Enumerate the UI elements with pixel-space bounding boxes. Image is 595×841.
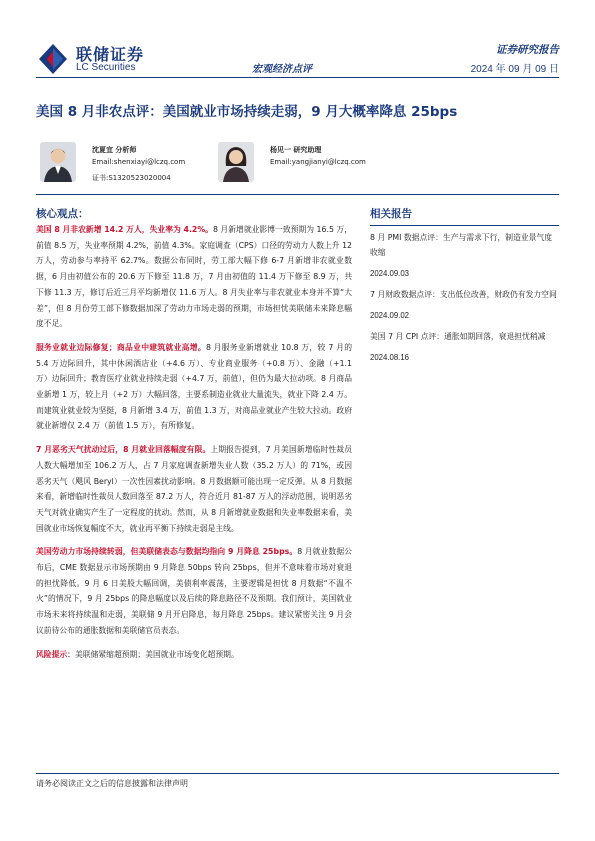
core-heading: 核心观点：	[36, 208, 89, 220]
paragraph	[36, 544, 352, 638]
related-report-date: 2024.08.16	[370, 353, 410, 362]
paragraph-lead: 美国 8 月非农新增 14.2 万人，失业率为 4.2%。	[36, 225, 213, 234]
related-report-link[interactable]: 美国 7 月 CPI 点评：通胀如期回落，衰退担忧稍减	[370, 332, 546, 341]
avatar	[40, 142, 76, 182]
doc-type: 宏观经济点评	[252, 64, 312, 75]
paragraph-body: 上期报告提到，7 月美国新增临时性裁员人数大幅增加至 106.2 万人，占 7 月家庭调查新增失业人数（35.2 万人）的 71%，或因恶劣天气（飓风 Beryl）一次性因素扰动影响。8 月数据额可能出现一定反弹。从 8 月数据来看，新增临时性裁员人数回落至 87.2 万人，符合近月 81-87 万人的浮动范围，说明恶劣天气对就业确实产生了一定程度的扰动。然而，从 8 月新增就业数据和失业率数据来看，美国就业市场恢复幅度不大，就业再平衡下持续走弱是主线。	[36, 445, 352, 533]
paragraph-lead: 7 月恶劣天气扰动过后，8 月就业回落幅度有限。	[36, 445, 211, 455]
author-name: 沈夏宜 分析师	[92, 146, 137, 154]
authors-block	[36, 134, 559, 194]
paragraph	[36, 340, 352, 434]
avatar	[218, 142, 254, 182]
related-report-date: 2024.09.03	[370, 269, 410, 278]
paragraph-lead: 服务业就业边际修复；商品业中建筑就业高增。	[36, 342, 206, 352]
logo-cn-text: 联储证券	[76, 45, 145, 64]
logo-en-text: LC Securities	[76, 62, 136, 73]
paragraph-lead: 美国劳动力市场持续转弱，但美联储表态与数据均指向 9 月降息 25bps。	[36, 547, 298, 557]
header-divider	[36, 77, 559, 78]
risk-body: 美联储紧缩超预期；美国就业市场变化超预期。	[74, 649, 239, 659]
author-email: Email:shenxiayi@lczq.com	[92, 158, 186, 166]
report-type: 证券研究报告	[496, 44, 559, 56]
author-cert: 证书:S1320523020004	[92, 174, 171, 182]
related-report-date: 2024.09.02	[370, 311, 410, 320]
related-reports-panel	[370, 206, 559, 371]
report-date: 2024 年 09 月 09 日	[470, 64, 559, 75]
lc-securities-logo-icon	[36, 42, 70, 76]
risk-lead: 风险提示：	[36, 649, 75, 659]
core-body	[36, 222, 352, 670]
page-title: 美国 8 月非农点评：美国就业市场持续走弱，9 月大概率降息 25bps	[36, 104, 458, 120]
paragraph	[36, 442, 352, 536]
paragraph-body: 8 月新增就业影博一致预期为 16.5 万，前值 8.5 万，失业率预期 4.2%，前值 4.3%。家庭调查（CPS）口径的劳动力人数上升 12 万人，劳动参与率持平 62.7%。数据公布同时，劳工部大幅下修 6-7 月新增非农就业数据，6 月由初值公布的 20.6 万下修至 11.8 万，7 月由初值的 11.4 万下修至 8.9 万，共下修 11.3 万，修订后近三月平均新增仅 11.6 万人。8 月失业率与非农就业本身并不算“大差”，但 8 月份劳工部下修数据加深了劳动力市场走弱的预期，市场担忧美联储未来降息幅度不足。	[36, 225, 352, 329]
disclaimer-footer: 请务必阅读正文之后的信息披露和法律声明	[36, 779, 188, 788]
footer-divider	[36, 773, 559, 774]
author-email: Email:yangjianyi@lczq.com	[270, 158, 366, 166]
authors-divider	[36, 194, 559, 195]
related-report-link[interactable]: 8 月 PMI 数据点评：生产与需求下行，制造业景气度收缩	[370, 233, 553, 257]
author-name: 杨见一 研究助理	[270, 146, 322, 154]
paragraph	[36, 222, 352, 332]
paragraph-body: 8 月服务业新增就业 10.8 万，较 7 月的 5.4 万边际回升，其中休闲酒店业（+4.6 万）、专业商业服务（+0.8 万）、金融（+1.1 万）边际回升；教育医疗业就业持续走弱（+4.7 万，前值），但仍为最大拉动项。8 月商品业新增 1 万，较上月（+2 万）大幅回落，主要系制造业就业大量流失，就业下降 2.4 万。而建筑业就业较为坚挺，8 月新增 3.4 万，前值 1.3 万，对商品业就业产生较大拉动。政府就业新增仅 2.4 万（前值 1.5 万），有所修复。	[36, 342, 352, 431]
paragraph-body: 8 月就业数据公布后，CME 数据显示市场预期由 9 月降息 50bps 转向 25bps，但并不意味着市场对衰退的担忧降低。9 月 6 日美股大幅回调，美债利率震荡，主要逻辑是担忧 8 月数据“不温不火”的情况下，9 月 25bps 的降息幅度以及后续的降息路径不及预期。我们预计，美国就业市场未来将持续温和走弱，美联储 9 月开启降息，每月降息 25bps。建议紧密关注 9 月会议前待公布的通胀数据和美联储官员表态。	[36, 547, 352, 635]
risk-note	[36, 647, 352, 663]
related-heading: 相关报告	[370, 206, 559, 226]
related-report-link[interactable]: 7 月财政数据点评：支出低位改善，财政仍有发力空间	[370, 290, 557, 299]
report-header	[0, 0, 595, 80]
